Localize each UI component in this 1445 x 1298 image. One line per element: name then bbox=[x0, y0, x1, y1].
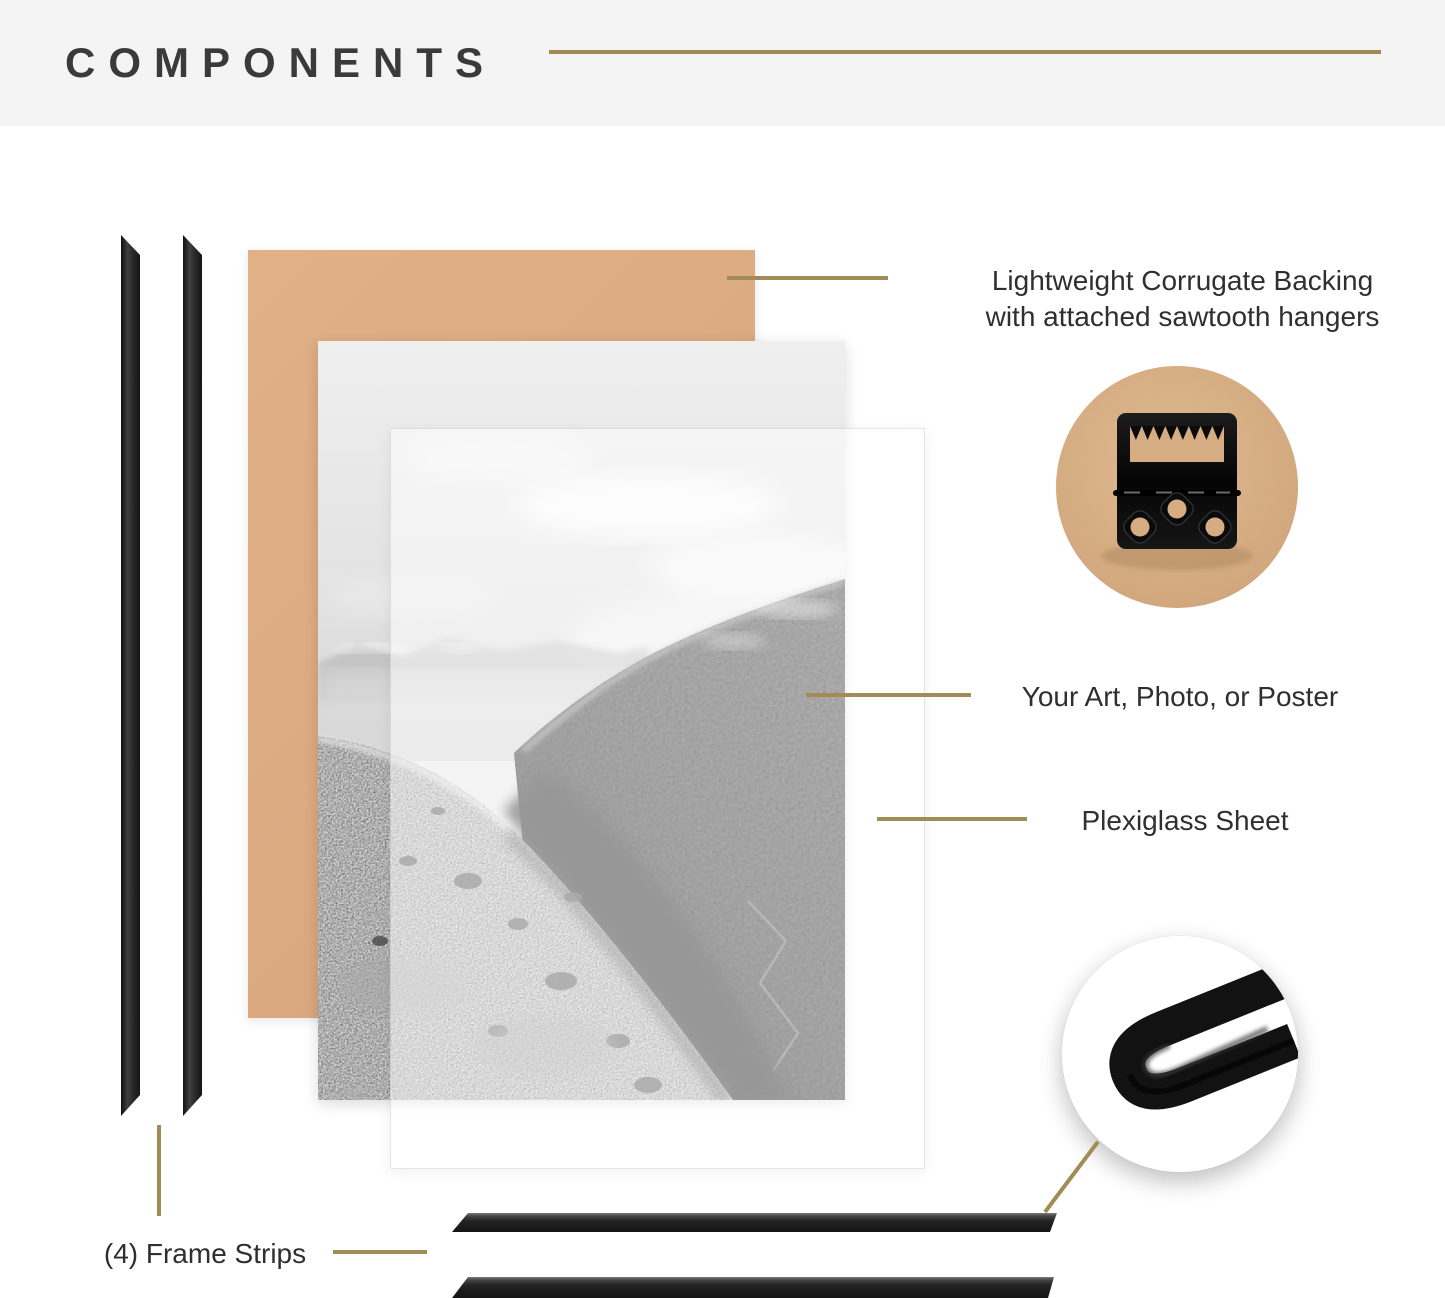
sawtooth-hanger-inset bbox=[1056, 366, 1298, 608]
leader-line-frame-strips-vertical bbox=[157, 1125, 161, 1216]
label-frame-strips: (4) Frame Strips bbox=[103, 1238, 307, 1269]
leader-line-art bbox=[806, 693, 971, 697]
frame-strip-vertical-2 bbox=[183, 235, 202, 1116]
sawtooth-hanger-icon bbox=[1056, 366, 1298, 608]
label-backing-line1: Lightweight Corrugate Backing bbox=[991, 265, 1374, 296]
title-rule bbox=[549, 50, 1381, 54]
frame-strip-vertical-1 bbox=[121, 235, 140, 1116]
leader-line-plexiglass bbox=[877, 817, 1027, 821]
label-backing-line2: with attached sawtooth hangers bbox=[985, 301, 1380, 332]
page-title: COMPONENTS bbox=[65, 39, 497, 86]
frame-strip-horizontal-1 bbox=[452, 1213, 1057, 1232]
frame-strip-inset bbox=[1062, 936, 1298, 1172]
frame-strip-profile-icon bbox=[1062, 936, 1298, 1172]
plexiglass-sheet bbox=[390, 428, 925, 1169]
leader-line-frame-strips-horizontal bbox=[333, 1250, 427, 1254]
leader-line-backing bbox=[727, 276, 888, 280]
label-backing bbox=[940, 263, 1425, 335]
label-art: Your Art, Photo, or Poster bbox=[1021, 681, 1339, 712]
frame-strip-horizontal-2 bbox=[452, 1277, 1054, 1298]
leader-line-strip-inset bbox=[1043, 1141, 1099, 1214]
label-plexiglass: Plexiglass Sheet bbox=[1081, 805, 1289, 836]
